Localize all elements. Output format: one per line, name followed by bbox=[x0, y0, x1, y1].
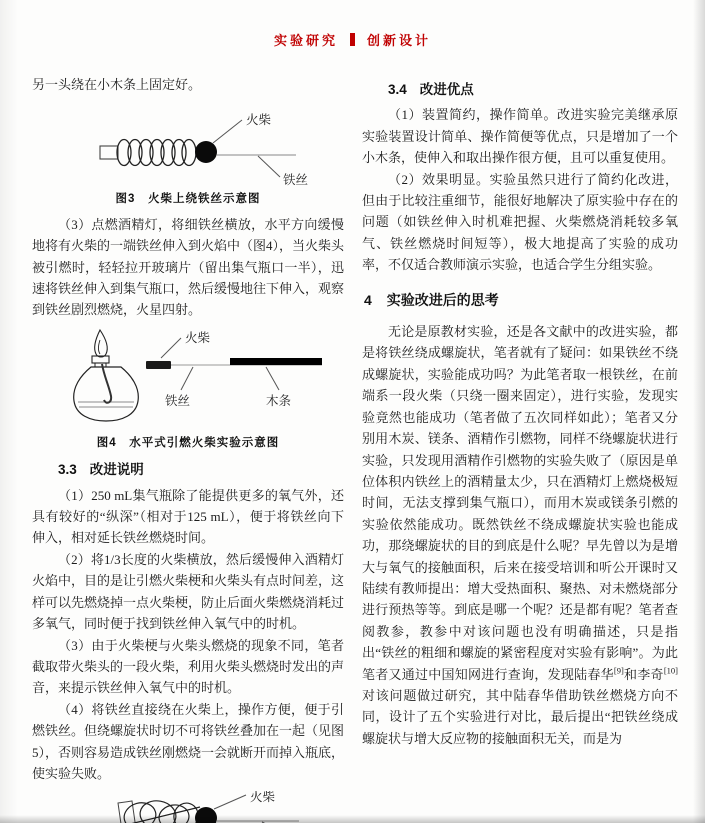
wood-label: 木条 bbox=[266, 393, 292, 408]
pointer-line-wire bbox=[258, 156, 280, 177]
figure-5-drawing bbox=[34, 791, 342, 823]
lamp-flame-inner bbox=[99, 340, 101, 354]
figure-4 bbox=[32, 326, 344, 454]
citation-9: [9] bbox=[613, 665, 624, 676]
pointer-line-wire bbox=[181, 367, 193, 390]
header-divider-bar bbox=[350, 33, 355, 46]
wood-strip bbox=[230, 358, 322, 365]
paragraph-advantage2: （2）效果明显。实验虽然只进行了简约化改进，但由于比较注重细节，能很好地解决了原实验中存在的问题（如铁丝伸入时机难把握、火柴燃烧消耗较多氧气、铁丝燃烧时间短等），极大地提高了实验的成功率，不仅适合教师演示实验，也适合学生分组实验。 bbox=[362, 171, 678, 273]
paragraph-note4: （4）将铁丝直接绕在火柴上，操作方便，便于引燃铁丝。但绕螺旋状时切不可将铁丝叠加在一起（见图5），否则容易造成铁丝刚燃烧一会就断开而掉入瓶底，使实验失败。 bbox=[32, 701, 345, 781]
reflection-text-a: 无论是原教材实验，还是各文献中的改进实验，都是将铁丝绕成螺旋状，笔者就有了疑问：如果铁丝不绕成螺旋状，实验能成功吗？为此笔者取一根铁丝，在前端系一段火柴（只绕一圈来固定），进行实验，发现实验竟然也能成功（笔者做了五次同样如此）；笔者又分别用木炭、镁条、酒精作引燃物，同样不绕螺旋状进行实验，只发现用酒精作引燃物的实验失败了（原因是单位体积内铁丝上的酒精量太少，只在酒精灯上燃烧极短时间，无法支撑到集气瓶口），而用木炭或镁条引燃的实验依然能成功。既然铁丝不绕成螺旋状实验也能成功，那绕螺旋状的目的到底是什么呢？早先曾以为是增大与氧气的接触面积，后来在接受培训和听公开课时又陆续有教师提出：增大受热面积、聚热、对未燃烧部分进行预热等等。到底是哪一个呢？还是都有呢？笔者查阅教参，教参中对该问题也没有明确描述，只是指出“铁丝的粗细和螺旋的紧密程度对实验有影响”。为此笔者又通过中国知网进行查询，发现陆春华 bbox=[362, 324, 678, 682]
paragraph-continuation: 另一头绕在小木条上固定好。 bbox=[32, 77, 202, 92]
match-segment bbox=[146, 361, 171, 369]
paragraph-reflection bbox=[362, 321, 678, 749]
paragraph-note3: （3）由于火柴梗与火柴头燃烧的现象不同，笔者截取带火柴头的一段火柴，利用火柴头燃烧时发出的声音，来提示铁丝伸入氧气中的时机。 bbox=[32, 637, 345, 696]
running-header-right: 创新设计 bbox=[367, 33, 432, 48]
match-label: 火柴 bbox=[246, 113, 272, 128]
page-edge-left bbox=[0, 0, 18, 823]
heading-3-4-title: 改进优点 bbox=[419, 82, 474, 97]
paragraph-advantage1: （1）装置简约，操作简单。改进实验完美继承原实验装置设计简单、操作简便等优点，只是增加了一个小木条，使伸入和取出操作很方便，且可以重复使用。 bbox=[362, 107, 678, 166]
paragraph-note2: （2）将1/3长度的火柴横放，然后缓慢伸入酒精灯火焰中，目的是让引燃火柴梗和火柴头有点时间差，这样可以先燃烧掉一点火柴梗，防止后面火柴燃烧消耗过多氧气，同时便于找到铁丝伸入氧气中的时机。 bbox=[32, 551, 345, 632]
figure-4-drawing bbox=[34, 326, 342, 432]
heading-4-number: 4 bbox=[364, 291, 372, 308]
figure-4-caption: 图4 水平式引燃火柴实验示意图 bbox=[96, 436, 280, 449]
citation-10: [10] bbox=[663, 665, 678, 676]
pointer-line-match bbox=[214, 795, 246, 809]
running-header-left: 实验研究 bbox=[273, 33, 338, 48]
heading-3-3 bbox=[32, 459, 344, 480]
pointer-line-match bbox=[161, 338, 181, 358]
heading-3-3-title: 改进说明 bbox=[89, 462, 144, 478]
figure-3-drawing bbox=[34, 100, 342, 188]
heading-4-title: 实验改进后的思考 bbox=[386, 291, 499, 308]
match-label: 火柴 bbox=[250, 791, 276, 805]
reflection-text-c: 对该问题做过研究，其中陆春华借助铁丝燃烧方向不同，设计了五个实验进行对比，最后提出“把铁丝绕成螺旋状与增大反应物的接触面积无关，而是为 bbox=[362, 687, 678, 746]
paragraph-note1: （1）250 mL集气瓶除了能提供更多的氧气外，还具有较好的“纵深”（相对于125 mL），便于将铁丝向下伸入，相对延长铁丝燃烧时间。 bbox=[32, 487, 344, 546]
running-header bbox=[0, 30, 705, 49]
figure-5-clipped bbox=[32, 791, 344, 823]
lamp-wick bbox=[102, 364, 111, 403]
lamp-body bbox=[74, 367, 139, 421]
heading-3-4 bbox=[362, 79, 678, 100]
left-column bbox=[32, 74, 344, 823]
wire-coil bbox=[117, 140, 196, 166]
heading-3-4-number: 3.4 bbox=[388, 82, 407, 97]
lamp-flame bbox=[95, 330, 108, 357]
match-head bbox=[195, 807, 217, 823]
pointer-line-match bbox=[213, 120, 242, 143]
match-head bbox=[195, 141, 217, 163]
wire-label: 铁丝 bbox=[165, 393, 191, 408]
paragraph-step3: （3）点燃酒精灯，将细铁丝横放，水平方向缓慢地将有火柴的一端铁丝伸入到火焰中（图4），当火柴头被引燃时，轻轻拉开玻璃片（留出集气瓶口一半），迅速将铁丝伸入到集气瓶口，然后缓慢地往下伸入，观察到铁丝剧烈燃烧，火星四射。 bbox=[32, 216, 345, 318]
right-column bbox=[362, 74, 678, 749]
heading-4 bbox=[362, 290, 678, 311]
pointer-line-wood bbox=[266, 367, 279, 390]
reflection-text-b: 和李奇 bbox=[623, 666, 664, 682]
wire-label: 铁丝 bbox=[283, 173, 309, 188]
page-edge-right bbox=[693, 0, 705, 823]
match-label: 火柴 bbox=[185, 330, 211, 345]
figure-3 bbox=[32, 100, 344, 210]
match-stick bbox=[100, 146, 118, 159]
heading-3-3-number: 3.3 bbox=[58, 462, 77, 478]
figure-3-caption: 图3 火柴上绕铁丝示意图 bbox=[115, 193, 261, 206]
lamp-neck bbox=[95, 363, 106, 367]
